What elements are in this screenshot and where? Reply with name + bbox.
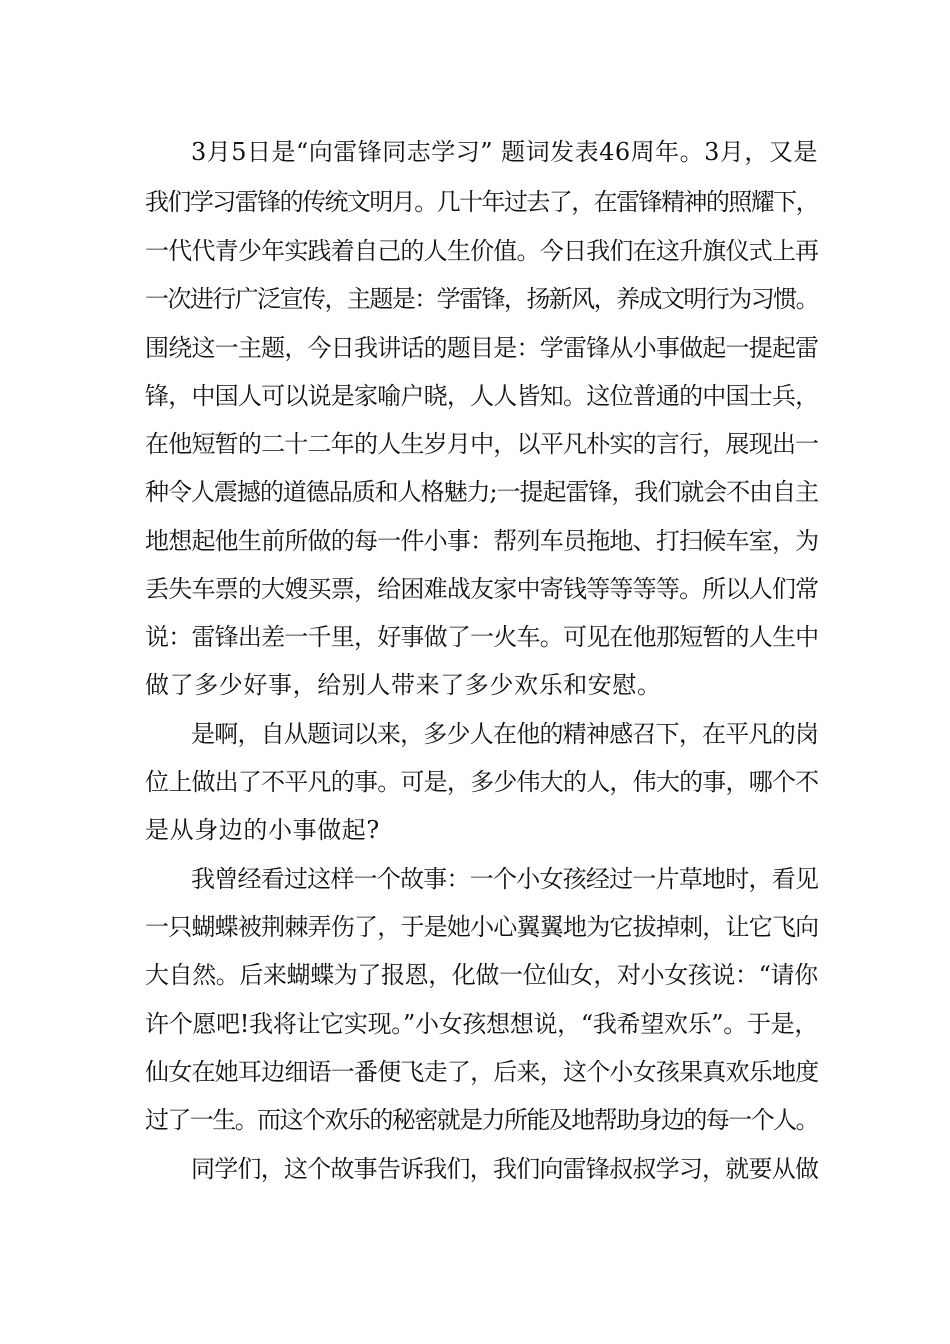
paragraph-1-line-10: 丢失车票的大嫂买票，给困难战友家中寄钱等等等等。所以人们常 bbox=[145, 575, 819, 603]
paragraph-3-line-3: 大自然。后来蝴蝶为了报恩，化做一位仙女，对小女孩说：“请你 bbox=[145, 961, 818, 989]
paragraph-3-line-4: 许个愿吧!我将让它实现。”小女孩想想说，“我希望欢乐”。于是， bbox=[145, 1010, 819, 1038]
paragraph-4-line-1: 同学们，这个故事告诉我们，我们向雷锋叔叔学习，就要从做 bbox=[191, 1155, 819, 1183]
paragraph-1-line-5: 围绕这一主题，今日我讲话的题目是：学雷锋从小事做起一提起雷 bbox=[145, 334, 819, 362]
paragraph-3-line-5: 仙女在她耳边细语一番便飞走了，后来，这个小女孩果真欢乐地度 bbox=[145, 1058, 819, 1086]
paragraph-3-line-2: 一只蝴蝶被荆棘弄伤了，于是她小心翼翼地为它拔掉刺，让它飞向 bbox=[145, 913, 819, 941]
paragraph-1-line-4: 一次进行广泛宣传，主题是：学雷锋，扬新风，养成文明行为习惯。 bbox=[145, 285, 818, 313]
paragraph-3-line-6: 过了一生。而这个欢乐的秘密就是力所能及地帮助身边的每一个人。 bbox=[145, 1106, 818, 1134]
paragraph-3-line-1: 我曾经看过这样一个故事：一个小女孩经过一片草地时，看见 bbox=[191, 865, 819, 893]
paragraph-2-line-3: 是从身边的小事做起? bbox=[145, 816, 380, 844]
paragraph-1-line-7: 在他短暂的二十二年的人生岁月中，以平凡朴实的言行，展现出一 bbox=[145, 430, 819, 458]
paragraph-1-line-12: 做了多少好事，给别人带来了多少欢乐和安慰。 bbox=[145, 671, 662, 699]
paragraph-1-line-11: 说：雷锋出差一千里，好事做了一火车。可见在他那短暂的人生中 bbox=[145, 623, 819, 651]
paragraph-1-line-2: 我们学习雷锋的传统文明月。几十年过去了，在雷锋精神的照耀下， bbox=[145, 188, 818, 216]
paragraph-1-line-3: 一代代青少年实践着自己的人生价值。今日我们在这升旗仪式上再 bbox=[145, 237, 819, 265]
paragraph-2-line-2: 位上做出了不平凡的事。可是，多少伟大的人，伟大的事，哪个不 bbox=[145, 768, 819, 796]
paragraph-1-line-8: 种令人震撼的道德品质和人格魅力;一提起雷锋，我们就会不由自主 bbox=[145, 478, 819, 506]
paragraph-1-line-9: 地想起他生前所做的每一件小事：帮列车员拖地、打扫候车室，为 bbox=[145, 527, 819, 555]
paragraph-1-line-1: 3月5日是“向雷锋同志学习” 题词发表46周年。3月，又是 bbox=[191, 138, 818, 166]
paragraph-2-line-1: 是啊，自从题词以来，多少人在他的精神感召下，在平凡的岗 bbox=[191, 720, 819, 748]
paragraph-1-line-6: 锋，中国人可以说是家喻户晓，人人皆知。这位普通的中国士兵， bbox=[145, 382, 819, 410]
